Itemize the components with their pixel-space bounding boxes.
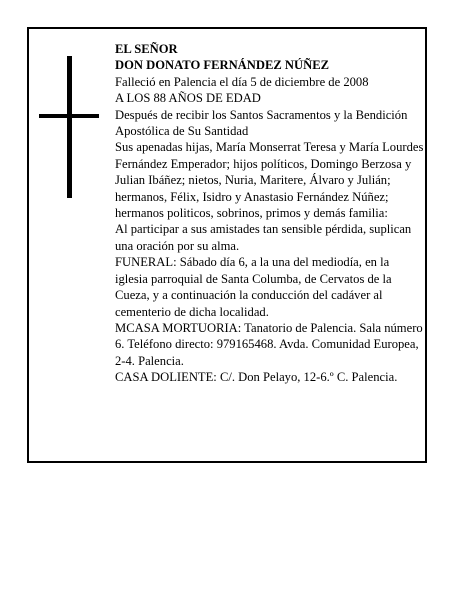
mortuary-details: MCASA MORTUORIA: Tanatorio de Palencia. Sala número 6. Teléfono directo: 979165468. Avda. Comunidad Europea, 2-4. Palencia. (115, 320, 423, 368)
family-list: Sus apenadas hijas, María Monserrat Teresa y María Lourdes Fernández Emperador; hijos políticos, Domingo Berzosa y Julian Ibáñez; nietos, Nuria, Maritere, Álvaro y Julián; hermanos, Félix, Isidro y Anastasio Fernández Núñez; hermanos politicos, sobrinos, primos y demás familia: (115, 140, 424, 221)
cross-horizontal-bar (39, 114, 99, 118)
death-statement: Falleció en Palencia el día 5 de diciembre de 2008 (115, 74, 369, 89)
prayer-request: Al participar a sus amistades tan sensible pérdida, suplican una oración por su alma. (115, 222, 412, 253)
notice-title: EL SEÑOR (115, 42, 178, 56)
latin-cross-icon (39, 56, 99, 198)
funeral-details: FUNERAL: Sábado día 6, a la una del mediodía, en la iglesia parroquial de Santa Columba, de Cervatos de la Cueza, y a continuación la conducción del cadáver al cementerio de dicha localidad. (115, 255, 392, 319)
obituary-notice (27, 27, 427, 463)
mourning-house-details: CASA DOLIENTE: C/. Don Pelayo, 12-6.º C. Palencia. (115, 370, 398, 385)
age-statement: A LOS 88 AÑOS DE EDAD (115, 91, 261, 106)
notice-text (115, 41, 425, 386)
deceased-name: DON DONATO FERNÁNDEZ NÚÑEZ (115, 58, 329, 73)
cross-vertical-bar (67, 56, 72, 198)
sacraments-statement: Después de recibir los Santos Sacramentos y la Bendición Apostólica de Su Santidad (115, 107, 408, 139)
